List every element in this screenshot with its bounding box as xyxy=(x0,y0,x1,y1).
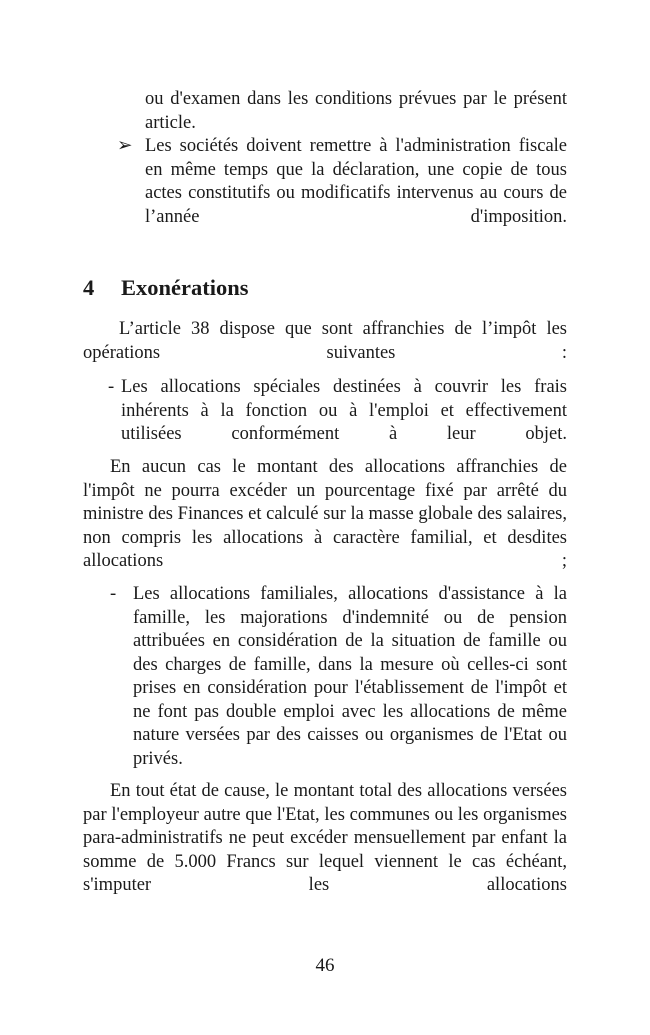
page-number: 46 xyxy=(315,955,335,976)
arrow-bullet-icon: ➢ xyxy=(117,136,133,156)
dash-bullet-icon: - xyxy=(108,377,115,397)
list-item-allocations-speciales: Les allocations spéciales destinées à couvrir les frais inhérents à la fonction ou à l'emploi et effectivement utilisées conformément à leur objet. xyxy=(121,377,567,444)
dash-bullet-icon: - xyxy=(110,584,117,604)
section-title: Exonérations xyxy=(121,275,249,300)
continuation-paragraph: ou d'examen dans les conditions prévues par le présent article. xyxy=(145,89,567,133)
section-number: 4 xyxy=(83,275,95,300)
bullet-item-documents: Les sociétés doivent remettre à l'administration fiscale en même temps que la déclaration, une copie de tous actes constitutifs ou modificatifs intervenus au cours de l’année d'imposition. xyxy=(145,136,567,227)
paragraph-limit: En aucun cas le montant des allocations affranchies de l'impôt ne pourra excéder un pourcentage fixé par arrêté du ministre des Finances et calculé sur la masse globale des salaires, non compris les allocations à caractère familial, et desdites allocations ; xyxy=(83,457,567,571)
paragraph-total-allocations: En tout état de cause, le montant total des allocations versées par l'employeur autre que l'Etat, les communes ou les organismes para-administratifs ne peut excéder mensuellement par enfant la somme de 5.000 Francs sur lequel viennent le cas échéant, s'imputer les allocations xyxy=(83,781,567,895)
section-heading xyxy=(83,274,249,302)
list-item-allocations-familiales: Les allocations familiales, allocations d'assistance à la famille, les majorations d'indemnité ou de pension attribuées en considération de la situation de famille ou des charges de famille, dans la mesure où celles-ci sont prises en considération pour l'établissement de l'impôt et ne font pas double emploi avec les allocations de même nature versées par des caisses ou organismes de l'Etat ou privés. xyxy=(133,584,567,769)
intro-paragraph: L’article 38 dispose que sont affranchies de l’impôt les opérations suivantes : xyxy=(83,319,567,363)
